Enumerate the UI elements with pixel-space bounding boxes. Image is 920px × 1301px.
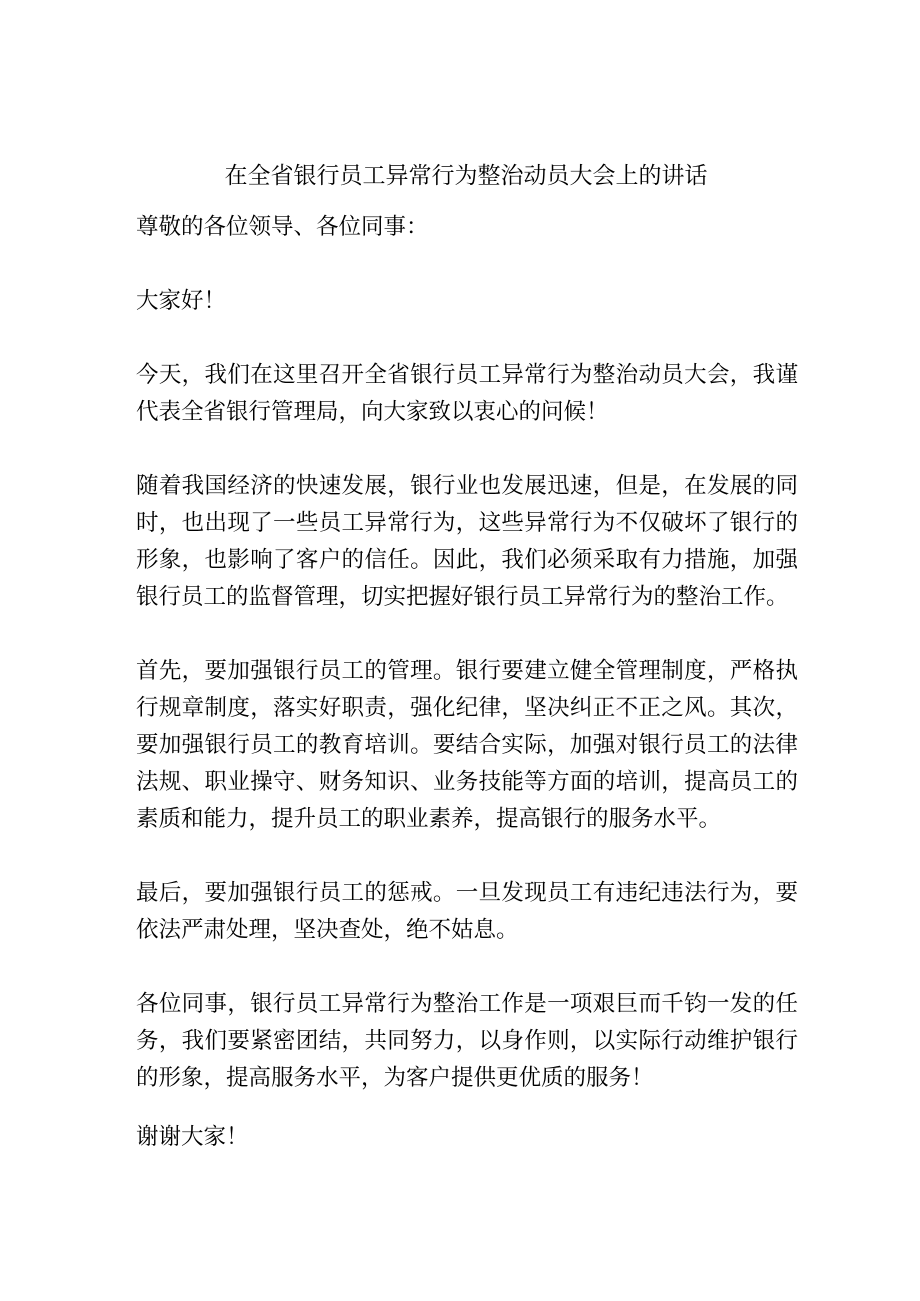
paragraph-management-training: 首先，要加强银行员工的管理。银行要建立健全管理制度，严格执行规章制度，落实好职责，强化纪律，坚决纠正不正之风。其次，要加强银行员工的教育培训。要结合实际，加强对银行员工的法律法规、职业操守、财务知识、业务技能等方面的培训，提高员工的素质和能力，提升员工的职业素养，提高银行的服务水平。 bbox=[136, 658, 798, 832]
salutation: 尊敬的各位领导、各位同事： bbox=[136, 214, 429, 240]
paragraph-opening: 今天，我们在这里召开全省银行员工异常行为整治动员大会，我谨代表全省银行管理局，向大家致以衷心的问候！ bbox=[136, 362, 798, 425]
paragraph-discipline: 最后，要加强银行员工的惩戒。一旦发现员工有违纪违法行为，要依法严肃处理，坚决查处，绝不姑息。 bbox=[136, 880, 798, 943]
document-title: 在全省银行员工异常行为整治动员大会上的讲话 bbox=[224, 163, 708, 189]
greeting: 大家好！ bbox=[136, 288, 227, 314]
paragraph-background: 随着我国经济的快速发展，银行业也发展迅速，但是，在发展的同时，也出现了一些员工异常行为，这些异常行为不仅破坏了银行的形象，也影响了客户的信任。因此，我们必须采取有力措施，加强银行员工的监督管理，切实把握好银行员工异常行为的整治工作。 bbox=[136, 473, 798, 610]
closing: 谢谢大家！ bbox=[136, 1124, 249, 1150]
paragraph-call-to-action: 各位同事，银行员工异常行为整治工作是一项艰巨而千钧一发的任务，我们要紧密团结，共同努力，以身作则，以实际行动维护银行的形象，提高服务水平，为客户提供更优质的服务！ bbox=[136, 991, 798, 1091]
document-body bbox=[136, 209, 798, 1156]
